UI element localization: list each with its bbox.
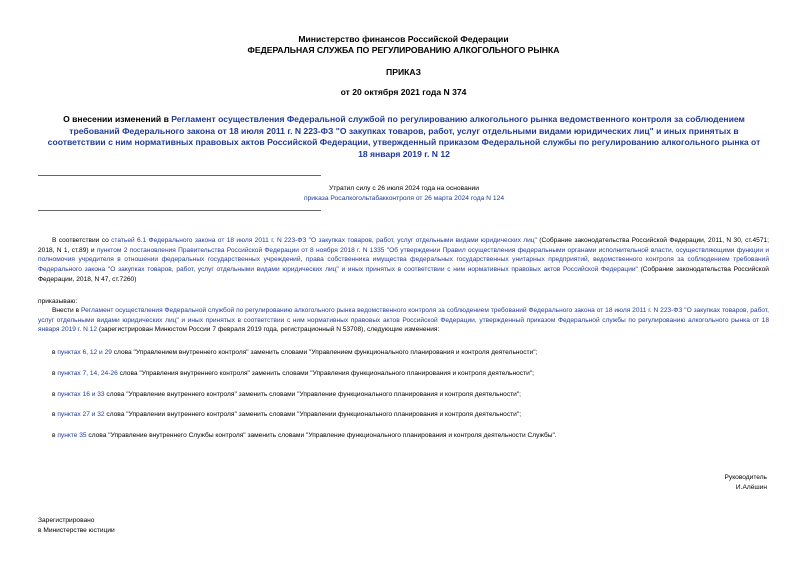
item-prefix: в xyxy=(52,391,58,398)
item-points-link[interactable]: пунктах 27 и 32 xyxy=(57,411,105,418)
item-points-link[interactable]: пункте 35 xyxy=(57,432,87,439)
item-points-link[interactable]: пунктах 6, 12 и 29 xyxy=(57,349,112,356)
item-prefix: в xyxy=(52,370,58,377)
lapsed-order-link[interactable]: приказа Росалкогольтабакконтроля от 26 марта 2024 года N 124 xyxy=(303,195,505,202)
registration-line-2: в Министерстве юстиции xyxy=(38,527,115,534)
government-decree-link[interactable]: пунктом 2 постановления Правительства Российской Федерации от 8 ноября 2018 г. N 1335 "Об утверждении Правил осуществления федеральными органами исполнительной власти, осуществляющими функции и полномочия учредителя в отношении федеральных государственных учреждений, права собственника имущества федеральных государственных унитарных предприятий, ведомственного контроля за соблюдением требований Федерального закона "О закупках товаров, работ, услуг отдельными видами юридических лиц" и иных принятых в соответствии с ним нормативных правовых актов Российской Федерации" xyxy=(38,246,769,274)
registration-line-1: Зарегистрировано xyxy=(38,517,95,524)
item-text: слова "Управления внутреннего контроля" заменить словами "Управления функционального планирования и контроля деятельности"; xyxy=(117,370,534,377)
order-word: приказываю: xyxy=(38,298,78,305)
title-prefix: О внесении изменений в xyxy=(63,114,172,124)
lapsed-text: Утратил силу с 26 июля 2024 года на основании xyxy=(328,185,479,192)
document-type: ПРИКАЗ xyxy=(386,67,421,77)
item-points-link[interactable]: пунктах 16 и 33 xyxy=(57,391,105,398)
item-points-link[interactable]: пунктах 7, 14, 24-26 xyxy=(57,370,118,377)
divider-bottom xyxy=(38,210,321,211)
intro-text-3: (Собрание законодательства Российской Федерации, 2018, N 47, ст.7260) xyxy=(38,266,769,283)
item-prefix: в xyxy=(52,411,58,418)
lapsed-note xyxy=(44,184,764,204)
intro-paragraph xyxy=(38,236,769,285)
regulation-link[interactable]: Регламент осуществления Федеральной службой по регулированию алкогольного рынка ведомственного контроля за соблюдением требований Федерального закона от 18 июля 2011 г. N 223-ФЗ "О закупках товаров, работ, услуг отдельными видами юридических лиц" и иных принятых в соответствии с ним нормативных правовых актов Российской Федерации, утвержденный приказом Федеральной службы по регулированию алкогольного рынка от 18 января 2019 г. N 12 xyxy=(38,307,769,334)
ministry-name: Министерство финансов Российской Федерации xyxy=(298,34,509,44)
intro-text-2: (Собрание законодательства Российской Федерации, 2011, N 30, ст.4571; 2018, N 1, ст.89) и xyxy=(38,237,769,254)
changes-paragraph xyxy=(38,306,769,335)
intro-text-1: В соответствии со xyxy=(52,237,112,244)
service-name: ФЕДЕРАЛЬНАЯ СЛУЖБА ПО РЕГУЛИРОВАНИЮ АЛКОГОЛЬНОГО РЫНКА xyxy=(247,45,560,55)
item-text: слова "Управлением внутреннего контроля" заменить словами "Управлением функционального планирования и контроля деятельности"; xyxy=(111,349,538,356)
document-date-number: от 20 октября 2021 года N 374 xyxy=(340,87,467,97)
changes-text-1: Внести в xyxy=(52,307,81,314)
list-item xyxy=(52,390,767,400)
document-title xyxy=(44,114,764,160)
item-text: слова "Управление внутреннего Службы контроля" заменить словами "Управление функционального планирования и контроля деятельности Службы". xyxy=(86,432,557,439)
signature-block xyxy=(725,473,767,493)
registration-note xyxy=(38,516,115,536)
list-item xyxy=(52,431,767,441)
item-prefix: в xyxy=(52,432,58,439)
item-text: слова "Управление внутреннего контроля" заменить словами "Управление функционального планирования и контроля деятельности"; xyxy=(104,391,521,398)
list-item xyxy=(52,410,767,420)
changes-text-2: (зарегистрирован Минюстом России 7 февраля 2019 года, регистрационный N 53708), следующие изменения: xyxy=(97,326,440,334)
law-article-link[interactable]: статьей 6.1 Федерального закона от 18 июля 2011 г. N 223-ФЗ "О закупках товаров, работ, услуг отдельными видами юридических лиц" xyxy=(111,237,537,244)
list-item xyxy=(52,369,767,379)
list-item xyxy=(52,348,767,358)
item-text: слова "Управлении внутреннего контроля" заменить словами "Управлении функционального планирования и контроля деятельности"; xyxy=(104,411,522,418)
divider-top xyxy=(38,175,321,176)
item-prefix: в xyxy=(52,349,58,356)
signatory-position: Руководитель xyxy=(724,474,767,481)
signatory-name: И.Алёшин xyxy=(735,484,767,491)
title-regulation-link[interactable]: Регламент осуществления Федеральной службой по регулированию алкогольного рынка ведомственного контроля за соблюдением требований Федерального закона от 18 июля 2011 г. N 223-ФЗ "О закупках товаров, работ, услуг отдельными видами юридических лиц" и иных принятых в соответствии с ним нормативных правовых актов Российской Федерации, утвержденный приказом Федеральной службы по регулированию алкогольного рынка от 18 января 2019 г. N 12 xyxy=(47,114,761,159)
